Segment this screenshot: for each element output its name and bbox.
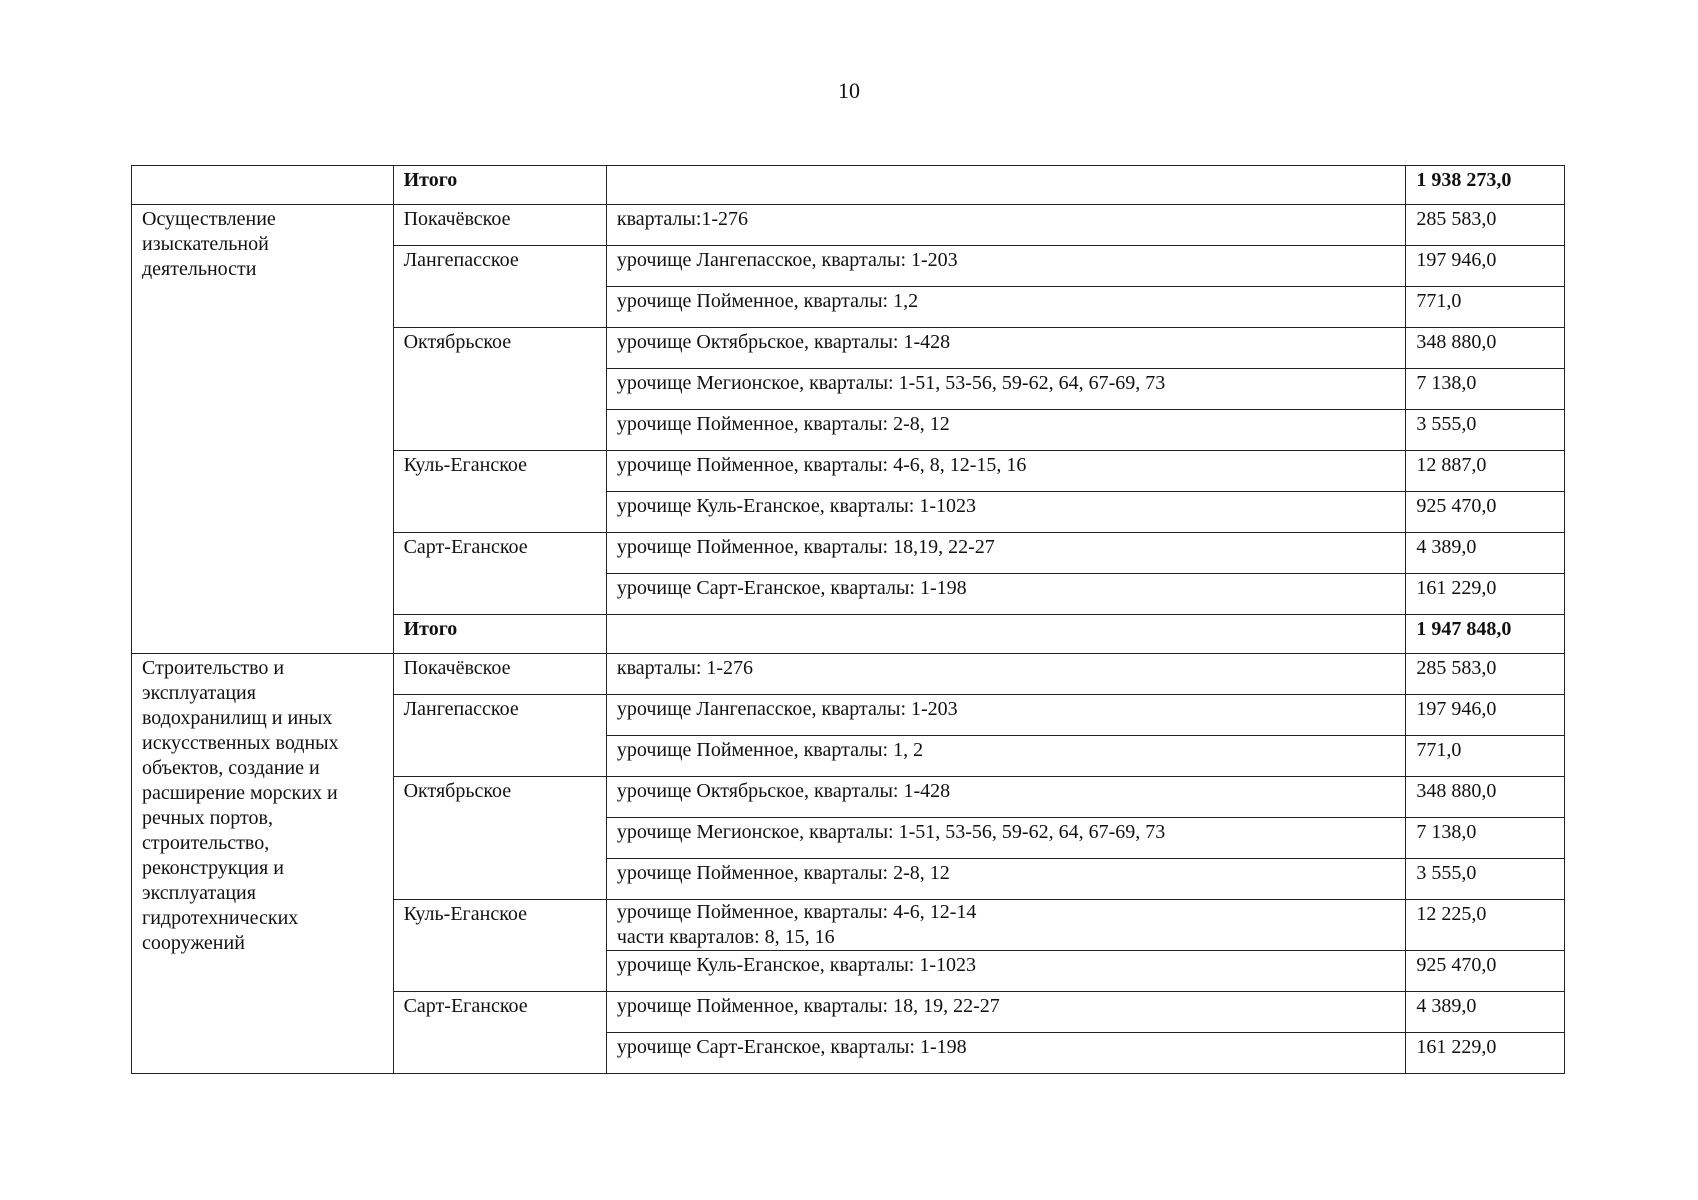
activity-cell: Строительство и эксплуатация водохранилищ и иных искусственных водных объектов, создание и расширение морских и речных портов, строительство, реконструкция и эксплуатация гидротехнических сооружений [132,654,394,1074]
location-cell: урочище Пойменное, кварталы: 2-8, 12 [606,859,1405,900]
table-row [132,205,1565,246]
area-cell: 12 225,0 [1406,900,1565,951]
area-cell: 161 229,0 [1406,1033,1565,1074]
empty-cell [606,615,1405,654]
forest-use-table [131,165,1565,1074]
area-cell: 285 583,0 [1406,654,1565,695]
empty-cell [606,166,1405,205]
location-cell: урочище Лангепасское, кварталы: 1-203 [606,695,1405,736]
location-cell: урочище Пойменное, кварталы: 1, 2 [606,736,1405,777]
location-cell: кварталы: 1-276 [606,654,1405,695]
area-cell: 197 946,0 [1406,695,1565,736]
forestry-cell: Сарт-Еганское [393,992,606,1074]
location-cell: урочище Пойменное, кварталы: 18,19, 22-27 [606,533,1405,574]
area-cell: 348 880,0 [1406,328,1565,369]
total-row [132,166,1565,205]
area-cell: 348 880,0 [1406,777,1565,818]
location-cell: урочище Куль-Еганское, кварталы: 1-1023 [606,951,1405,992]
area-cell: 161 229,0 [1406,574,1565,615]
forestry-cell: Покачёвское [393,654,606,695]
forestry-cell: Куль-Еганское [393,900,606,992]
area-cell: 3 555,0 [1406,859,1565,900]
total-label: Итого [393,615,606,654]
activity-cell: Осуществление изыскательной деятельности [132,205,394,654]
area-cell: 771,0 [1406,736,1565,777]
location-cell: урочище Октябрьское, кварталы: 1-428 [606,777,1405,818]
table-row [132,654,1565,695]
area-cell: 7 138,0 [1406,369,1565,410]
location-cell: урочище Мегионское, кварталы: 1-51, 53-56, 59-62, 64, 67-69, 73 [606,818,1405,859]
total-value: 1 938 273,0 [1406,166,1565,205]
location-cell: урочище Сарт-Еганское, кварталы: 1-198 [606,574,1405,615]
area-cell: 3 555,0 [1406,410,1565,451]
forestry-cell: Октябрьское [393,777,606,900]
forestry-cell: Куль-Еганское [393,451,606,533]
empty-cell [132,166,394,205]
forestry-cell: Сарт-Еганское [393,533,606,615]
forestry-cell: Октябрьское [393,328,606,451]
area-cell: 4 389,0 [1406,533,1565,574]
location-cell: урочище Лангепасское, кварталы: 1-203 [606,246,1405,287]
location-cell: урочище Сарт-Еганское, кварталы: 1-198 [606,1033,1405,1074]
location-cell: урочище Октябрьское, кварталы: 1-428 [606,328,1405,369]
location-cell: кварталы:1-276 [606,205,1405,246]
area-cell: 12 887,0 [1406,451,1565,492]
area-cell: 285 583,0 [1406,205,1565,246]
forestry-cell: Покачёвское [393,205,606,246]
location-cell: урочище Пойменное, кварталы: 2-8, 12 [606,410,1405,451]
area-cell: 197 946,0 [1406,246,1565,287]
location-line: урочище Пойменное, кварталы: 4-6, 12-14 [616,901,977,923]
location-cell: урочище Куль-Еганское, кварталы: 1-1023 [606,492,1405,533]
page-number: 10 [838,78,860,103]
total-label: Итого [393,166,606,205]
forestry-cell: Лангепасское [393,246,606,328]
location-cell: урочище Пойменное, кварталы: 1,2 [606,287,1405,328]
area-cell: 925 470,0 [1406,951,1565,992]
area-cell: 925 470,0 [1406,492,1565,533]
location-cell: урочище Пойменное, кварталы: 18, 19, 22-27 [606,992,1405,1033]
area-cell: 7 138,0 [1406,818,1565,859]
area-cell: 771,0 [1406,287,1565,328]
location-cell [606,900,1405,951]
location-cell: урочище Пойменное, кварталы: 4-6, 8, 12-15, 16 [606,451,1405,492]
location-cell: урочище Мегионское, кварталы: 1-51, 53-56, 59-62, 64, 67-69, 73 [606,369,1405,410]
area-cell: 4 389,0 [1406,992,1565,1033]
location-line: части кварталов: 8, 15, 16 [616,926,835,948]
forestry-cell: Лангепасское [393,695,606,777]
total-value: 1 947 848,0 [1406,615,1565,654]
